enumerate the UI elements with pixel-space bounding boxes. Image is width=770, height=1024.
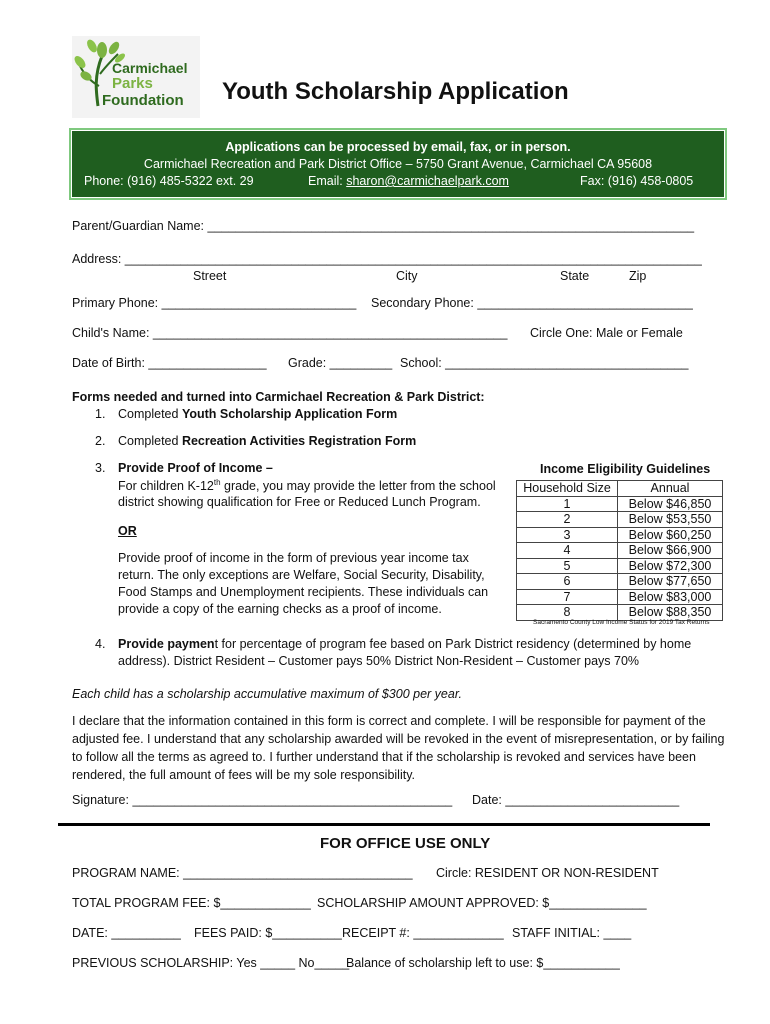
proof-line1: Provide proof of income in the form of previous year income tax bbox=[118, 551, 469, 565]
signature-field[interactable]: Signature: ______________________________________________ bbox=[72, 793, 453, 807]
household-size-cell: 8 bbox=[517, 605, 618, 621]
fees-paid-field[interactable]: FEES PAID: $__________ bbox=[194, 926, 342, 940]
address-field[interactable]: Address: ___________________________________________________________________________________ bbox=[72, 252, 702, 266]
gender-circle-option[interactable]: Circle One: Male or Female bbox=[530, 326, 683, 340]
item1-form-name: Youth Scholarship Application Form bbox=[181, 407, 398, 421]
email-link[interactable]: sharon@carmichaelpark.com bbox=[346, 174, 509, 188]
table-row bbox=[517, 496, 723, 512]
income-table-footnote: Sacramento County Low Income Status for 2019 Tax Returns bbox=[533, 619, 710, 626]
scholarship-maximum-note: Each child has a scholarship accumulative maximum of $300 per year. bbox=[72, 687, 463, 701]
household-size-cell: 2 bbox=[517, 512, 618, 528]
household-size-cell: 6 bbox=[517, 574, 618, 590]
item3-number: 3. bbox=[95, 461, 106, 475]
scholarship-balance-field[interactable]: Balance of scholarship left to use: $___________ bbox=[346, 956, 620, 970]
banner-processing-note: Applications can be processed by email, fax, or in person. bbox=[225, 140, 571, 154]
banner-phone: Phone: (916) 485-5322 ext. 29 bbox=[84, 174, 254, 188]
section-divider bbox=[58, 823, 710, 826]
declaration-paragraph: I declare that the information contained in this form is correct and complete. I will be responsible for payment of the adjusted fee. I understand that any scholarship awarded will be revoked in the event of misrepresentation, or by failing to follow all the terms as agreed to. I further understand that if the scholarship is revoked and services have been rendered, the full amount of fees will be my sole responsibility. bbox=[72, 714, 725, 782]
child-name-field[interactable]: Child's Name: ___________________________________________________ bbox=[72, 326, 508, 340]
column-header-annual: Annual bbox=[618, 481, 723, 497]
table-header-row bbox=[517, 481, 723, 497]
school-field[interactable]: School: ___________________________________ bbox=[400, 356, 689, 370]
office-use-heading: FOR OFFICE USE ONLY bbox=[320, 835, 491, 852]
office-date-field[interactable]: DATE: __________ bbox=[72, 926, 181, 940]
item3-line2: district showing qualification for Free or Reduced Lunch Program. bbox=[118, 495, 481, 509]
item4-number: 4. bbox=[95, 637, 106, 651]
income-table-title: Income Eligibility Guidelines bbox=[540, 462, 711, 476]
household-size-cell: 3 bbox=[517, 527, 618, 543]
item3-line1 bbox=[118, 478, 496, 493]
item4-residency-rates: address). District Resident – Customer pays 50% District Non-Resident – Customer pays 70% bbox=[118, 654, 640, 668]
annual-income-cell: Below $53,550 bbox=[618, 512, 723, 528]
signature-date-field[interactable]: Date: _________________________ bbox=[472, 793, 680, 807]
foundation-logo bbox=[72, 36, 200, 118]
household-size-cell: 1 bbox=[517, 496, 618, 512]
zip-label: Zip bbox=[629, 269, 647, 283]
forms-heading: Forms needed and turned into Carmichael Recreation & Park District: bbox=[72, 390, 485, 404]
city-label: City bbox=[396, 269, 418, 283]
scholarship-approved-field[interactable]: SCHOLARSHIP AMOUNT APPROVED: $______________ bbox=[317, 896, 647, 910]
item1-number: 1. bbox=[95, 407, 106, 421]
dob-field[interactable]: Date of Birth: _________________ bbox=[72, 356, 267, 370]
banner-fax: Fax: (916) 458-0805 bbox=[580, 174, 694, 188]
annual-income-cell: Below $60,250 bbox=[618, 527, 723, 543]
item4-rest: t for percentage of program fee based on Park District residency (determined by home bbox=[214, 637, 692, 651]
logo-text-foundation: Foundation bbox=[102, 92, 184, 109]
item2-text bbox=[118, 434, 416, 448]
contact-banner bbox=[72, 131, 724, 197]
logo-text-parks: Parks bbox=[112, 75, 153, 92]
annual-income-cell: Below $72,300 bbox=[618, 558, 723, 574]
program-name-field[interactable]: PROGRAM NAME: _________________________________ bbox=[72, 866, 413, 880]
item3-superscript: th bbox=[213, 478, 221, 487]
banner-office-address: Carmichael Recreation and Park District Office – 5750 Grant Avenue, Carmichael CA 95608 bbox=[143, 157, 653, 171]
income-guidelines-table bbox=[516, 480, 723, 621]
household-size-cell: 5 bbox=[517, 558, 618, 574]
table-row bbox=[517, 558, 723, 574]
state-label: State bbox=[560, 269, 590, 283]
annual-income-cell: Below $46,850 bbox=[618, 496, 723, 512]
item3-line1-start: For children K-12 bbox=[118, 479, 214, 494]
secondary-phone-field[interactable]: Secondary Phone: _______________________________ bbox=[371, 296, 693, 310]
table-row bbox=[517, 589, 723, 605]
primary-phone-field[interactable]: Primary Phone: ____________________________ bbox=[72, 296, 357, 310]
grade-field[interactable]: Grade: _________ bbox=[288, 356, 393, 370]
logo-text-carmichael: Carmichael bbox=[112, 60, 188, 76]
annual-income-cell: Below $77,650 bbox=[618, 574, 723, 590]
banner-email bbox=[308, 174, 509, 188]
item4-text bbox=[118, 637, 691, 651]
proof-line4: provide a copy of the earning checks as a proof of income. bbox=[118, 602, 442, 616]
table-row bbox=[517, 574, 723, 590]
item3-line1-end: grade, you may provide the letter from the school bbox=[220, 479, 496, 494]
column-header-household-size: Household Size bbox=[517, 481, 618, 497]
residency-circle-option[interactable]: Circle: RESIDENT OR NON-RESIDENT bbox=[436, 866, 659, 880]
annual-income-cell: Below $66,900 bbox=[618, 543, 723, 559]
item4-bold: Provide paymen bbox=[118, 637, 215, 651]
page-title: Youth Scholarship Application bbox=[222, 78, 569, 105]
receipt-number-field[interactable]: RECEIPT #: _____________ bbox=[342, 926, 504, 940]
table-row bbox=[517, 527, 723, 543]
previous-scholarship-field[interactable]: PREVIOUS SCHOLARSHIP: Yes _____ No_____ bbox=[72, 956, 350, 970]
proof-line2: return. The only exceptions are Welfare, Social Security, Disability, bbox=[118, 568, 485, 582]
total-program-fee-field[interactable]: TOTAL PROGRAM FEE: $_____________ bbox=[72, 896, 311, 910]
item3-heading: Provide Proof of Income – bbox=[118, 461, 273, 475]
annual-income-cell: Below $83,000 bbox=[618, 589, 723, 605]
table-row bbox=[517, 512, 723, 528]
household-size-cell: 7 bbox=[517, 589, 618, 605]
household-size-cell: 4 bbox=[517, 543, 618, 559]
or-separator: OR bbox=[118, 524, 137, 538]
item2-form-name: Recreation Activities Registration Form bbox=[181, 434, 417, 448]
staff-initial-field[interactable]: STAFF INITIAL: ____ bbox=[512, 926, 632, 940]
proof-line3: Food Stamps and Unemployment recipients. These individuals can bbox=[118, 585, 489, 599]
item1-prefix: Completed bbox=[118, 407, 182, 421]
annual-income-cell: Below $88,350 bbox=[618, 605, 723, 621]
street-label: Street bbox=[193, 269, 227, 283]
guardian-name-field[interactable]: Parent/Guardian Name: ______________________________________________________________________ bbox=[72, 219, 695, 233]
table-row bbox=[517, 605, 723, 621]
item2-number: 2. bbox=[95, 434, 106, 448]
item1-text bbox=[118, 407, 397, 421]
item2-prefix: Completed bbox=[118, 434, 182, 448]
table-row bbox=[517, 543, 723, 559]
banner-email-label: Email: bbox=[308, 174, 347, 188]
